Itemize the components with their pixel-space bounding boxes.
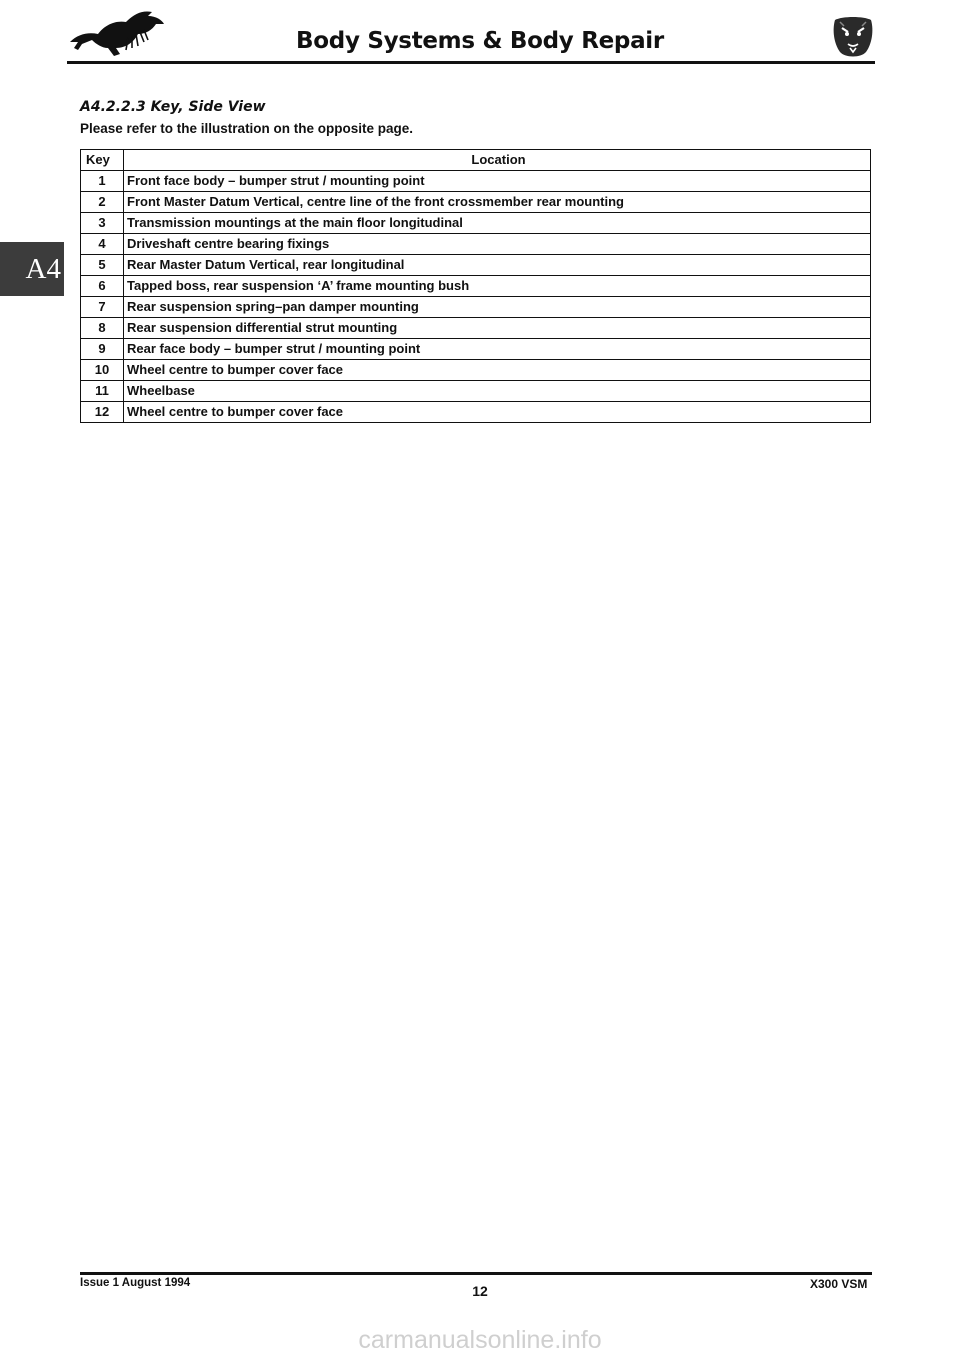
column-header-location: Location bbox=[124, 150, 871, 171]
document-code: X300 VSM bbox=[810, 1277, 868, 1291]
key-number: 7 bbox=[81, 297, 124, 318]
location-text: Rear face body – bumper strut / mounting point bbox=[124, 339, 871, 360]
table-row bbox=[81, 297, 871, 318]
key-number: 8 bbox=[81, 318, 124, 339]
key-number: 3 bbox=[81, 213, 124, 234]
location-text: Driveshaft centre bearing fixings bbox=[124, 234, 871, 255]
location-text: Rear suspension spring–pan damper mounting bbox=[124, 297, 871, 318]
table-row bbox=[81, 171, 871, 192]
location-text: Rear suspension differential strut mounting bbox=[124, 318, 871, 339]
table-row bbox=[81, 234, 871, 255]
location-text: Rear Master Datum Vertical, rear longitudinal bbox=[124, 255, 871, 276]
table-row bbox=[81, 213, 871, 234]
section-tab-label: A4 bbox=[25, 252, 61, 285]
footer-rule bbox=[80, 1272, 872, 1275]
key-number: 10 bbox=[81, 360, 124, 381]
key-number: 4 bbox=[81, 234, 124, 255]
table-row bbox=[81, 276, 871, 297]
header-rule bbox=[67, 61, 875, 64]
section-tab-badge bbox=[0, 242, 64, 296]
key-number: 5 bbox=[81, 255, 124, 276]
page-header-title: Body Systems & Body Repair bbox=[296, 28, 664, 54]
location-text: Wheelbase bbox=[124, 381, 871, 402]
table-row bbox=[81, 402, 871, 423]
jaguar-growler-badge-icon bbox=[830, 14, 876, 60]
location-text: Tapped boss, rear suspension ‘A’ frame mounting bush bbox=[124, 276, 871, 297]
table-row bbox=[81, 339, 871, 360]
table-row bbox=[81, 192, 871, 213]
location-text: Transmission mountings at the main floor longitudinal bbox=[124, 213, 871, 234]
watermark-text: carmanualsonline.info bbox=[358, 1326, 602, 1354]
key-number: 1 bbox=[81, 171, 124, 192]
issue-date: Issue 1 August 1994 bbox=[80, 1277, 191, 1289]
table-header-row bbox=[81, 150, 871, 171]
location-text: Front Master Datum Vertical, centre line of the front crossmember rear mounting bbox=[124, 192, 871, 213]
section-heading: A4.2.2.3 Key, Side View bbox=[80, 99, 266, 115]
location-text: Front face body – bumper strut / mounting point bbox=[124, 171, 871, 192]
key-number: 9 bbox=[81, 339, 124, 360]
key-table bbox=[80, 149, 871, 423]
key-number: 6 bbox=[81, 276, 124, 297]
key-number: 11 bbox=[81, 381, 124, 402]
key-number: 12 bbox=[81, 402, 124, 423]
table-row bbox=[81, 381, 871, 402]
location-text: Wheel centre to bumper cover face bbox=[124, 360, 871, 381]
table-row bbox=[81, 360, 871, 381]
location-text: Wheel centre to bumper cover face bbox=[124, 402, 871, 423]
table-row bbox=[81, 318, 871, 339]
column-header-key: Key bbox=[81, 150, 124, 171]
key-number: 2 bbox=[81, 192, 124, 213]
intro-text: Please refer to the illustration on the opposite page. bbox=[80, 121, 414, 136]
table-row bbox=[81, 255, 871, 276]
page-number: 12 bbox=[472, 1283, 488, 1299]
